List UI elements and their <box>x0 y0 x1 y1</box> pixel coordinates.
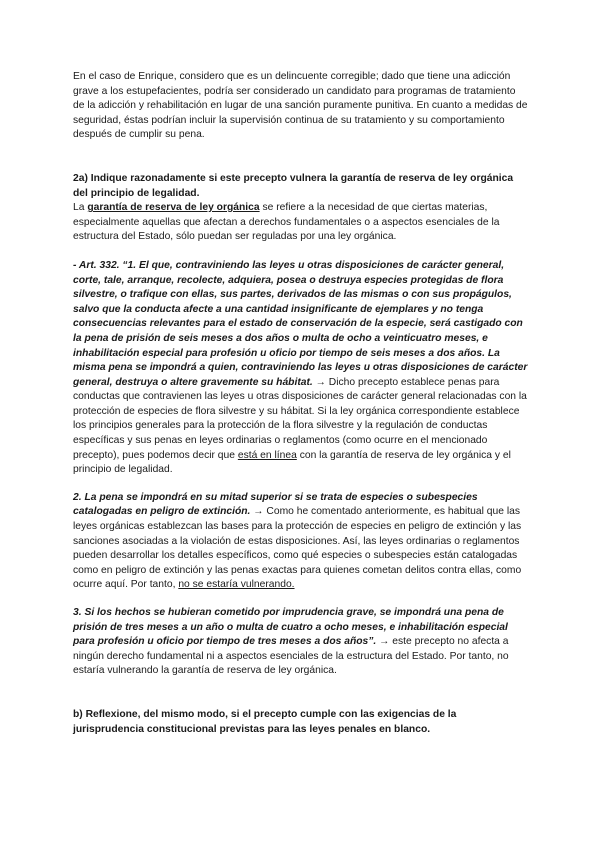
question-b-heading: b) Reflexione, del mismo modo, si el precepto cumple con las exigencias de la jurisprudencia constitucional previstas para las leyes penales en blanco. <box>73 708 457 735</box>
comment-2-pre: → Como he comentado anteriormente, es habitual que las leyes orgánicas establezcan las bases para la protección de especies en peligro de extinción y las sanciones asociadas a la violación de estas disposiciones. Así, las leyes ordinarias o reglamentos pueden desarrollar los detalles específicos, como qué especies o subespecies están catalogadas como en peligro de extinción y las penas exactas para quienes cometan delitos contra ellas, como ocurre aquí. Por tanto, <box>73 506 522 591</box>
comment-3: → este precepto no afecta a ningún derecho fundamental ni a aspectos esenciales de la estructura del Estado. Por tanto, no estaría vulnerando la garantía de reserva de ley orgánica. <box>73 636 509 677</box>
comment-2-underlined: no se estaría vulnerando. <box>178 579 295 591</box>
intro-paragraph: En el caso de Enrique, considero que es un delincuente corregible; dado que tiene una adicción grave a los estupefacientes, podría ser considerado un candidato para programas de tratamiento de la adicción y rehabilitación en lugar de una sanción puramente punitiva. En cuanto a medidas de seguridad, éstas podrían incluir la supervisión continua de su tratamiento y su comportamiento después de cumplir su pena. <box>73 71 528 141</box>
intro-post: se refiere a la necesidad de que ciertas materias, especialmente aquellas que afectan a derechos fundamentales o a aspectos esenciales de la estructura del Estado, sólo puedan ser reguladas por una ley orgánica. <box>73 202 500 243</box>
comment-1-post: con la garantía de reserva de ley orgánica y el principio de legalidad. <box>73 449 511 476</box>
intro-pre: La <box>73 202 88 214</box>
document-page <box>73 70 529 737</box>
reserva-term: garantía de reserva de ley orgánica <box>87 202 260 214</box>
question-2a-heading: 2a) Indique razonadamente si este precepto vulnera la garantía de reserva de ley orgánica del principio de legalidad. <box>73 172 514 199</box>
article-332-item-3 <box>73 606 529 679</box>
article-332-item-2 <box>73 491 529 593</box>
comment-1-underlined: está en línea <box>237 449 297 461</box>
comment-1-pre: → Dicho precepto establece penas para conductas que contravienen las leyes u otras disposiciones de carácter general relacionadas con la protección de especies de flora silvestre y su hábitat. Si la ley orgánica correspondiente establece los principios generales para la protección de la flora silvestre y la regulación de conductas específicas y sus penas en leyes ordinarias o reglamentos (como ocurre en el mencionado precepto), pues podemos decir que <box>73 376 527 461</box>
article-332-item-1 <box>73 259 529 478</box>
article-quote-3: 3. Si los hechos se hubieran cometido por imprudencia grave, se impondrá una pena de prisión de tres meses a un año o multa de cuatro a ocho meses, e inhabilitación especial para profesión u oficio por tiempo de tres meses a dos años”. <box>73 607 508 648</box>
article-quote-1: - Art. 332. “1. El que, contraviniendo las leyes u otras disposiciones de carácter general, corte, tale, arranque, recolecte, adquiera, posea o destruya especies protegidas de flora silvestre, o trafique con ellas, sus partes, derivados de las mismas o con sus propágulos, salvo que la conducta afecte a una cantidad insignificante de ejemplares y no tenga consecuencias relevantes para el estado de conservación de la especie, será castigado con la pena de prisión de seis meses a dos años o multa de ocho a veinticuatro meses, e inhabilitación especial para profesión u oficio por tiempo de seis meses a dos años. La misma pena se impondrá a quien, contraviniendo las leyes u otras disposiciones de carácter general, destruya o altere gravemente su hábitat. <box>73 259 528 388</box>
article-quote-2: 2. La pena se impondrá en su mitad superior si se trata de especies o subespecies catalogadas en peligro de extinción. <box>73 491 478 518</box>
question-2a-intro <box>73 201 529 245</box>
